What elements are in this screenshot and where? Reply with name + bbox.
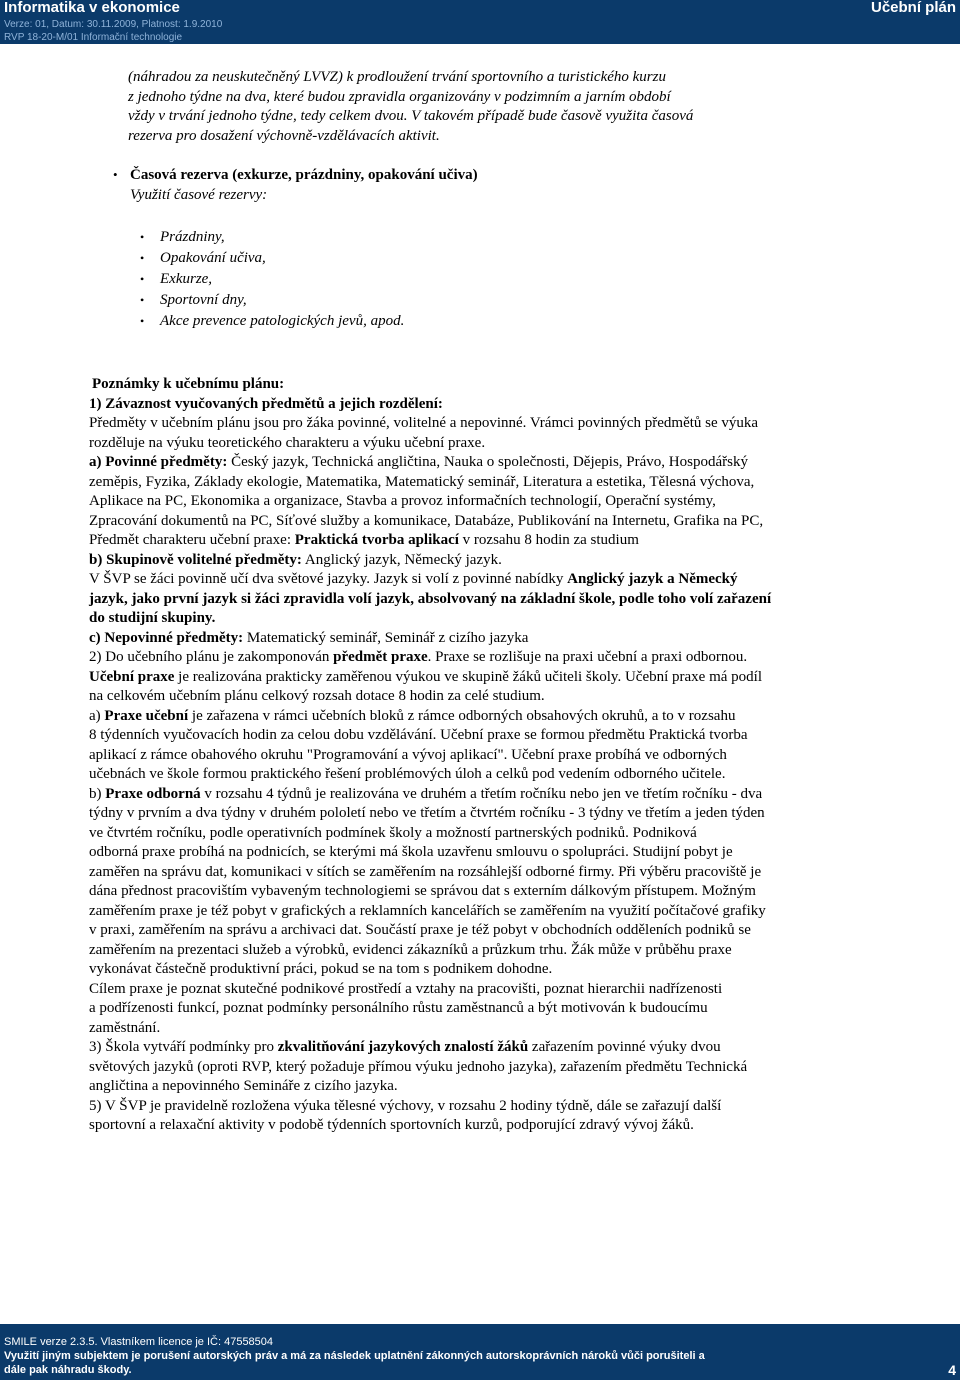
section-name: Učební plán [870, 0, 956, 16]
notes-title: Poznámky k učebnímu plánu: [92, 376, 285, 392]
text-line: zaměstnání. [89, 1019, 161, 1036]
text-line: angličtina a nepovinného Semináře z cizího jazyka. [89, 1078, 398, 1094]
list-item: • Exkurze, [160, 269, 404, 290]
text-line: Předměty v učebním plánu jsou pro žáka povinné, volitelné a nepovinné. Vrámci povinných předmětů se výuka [89, 415, 759, 431]
copyright-notice: Využití jiným subjektem je porušení autorských práv a má za následek uplatnění zákonných autorskoprávních nároků vůči porušiteli a [4, 1350, 705, 1362]
text-line: 2) Do učebního plánu je zakomponován předmět praxe. Praxe se rozlišuje na praxi učební a praxi odbornou. [89, 649, 748, 665]
section-1-title: 1) Závaznost vyučovaných předmětů a jejich rozdělení: [89, 395, 443, 412]
text-line: Zpracování dokumentů na PC, Síťové služby a komunikace, Databáze, Publikování na Internetu, Grafika na PC, [89, 512, 764, 529]
page-header [0, 0, 960, 44]
text-line: světových jazyků (oproti RVP, který požaduje přímou výuku jednoho jazyka), zařazením předmětu Technická [89, 1058, 748, 1075]
intro-line: z jednoho týdne na dva, které budou zpravidla organizovány v podzimním a jarním období [128, 88, 671, 105]
text-line: zaměřením na prezentaci služeb a výrobků, evidenci zákazníků a průzkum trhu. Žák může v průběhu praxe [89, 941, 732, 958]
page-number: 4 [948, 1362, 956, 1378]
text-line: a) Praxe učební je zařazena v rámci učebních bloků z rámce odborných obsahových okruhů, a to v rozsahu [89, 707, 736, 724]
text-line: b) Skupinově volitelné předměty: Anglický jazyk, Německý jazyk. [89, 551, 502, 568]
text-line: Učební praxe je realizována prakticky zaměřenou výukou ve skupině žáků učiteli školy. Učební praxe má podíl [89, 668, 762, 685]
time-reserve-heading: Časová rezerva (exkurze, prázdniny, opakování učiva) [130, 167, 478, 183]
version-info: Verze: 01, Datum: 30.11.2009, Platnost: 1.9.2010 [4, 19, 223, 30]
text-line: V ŠVP se žáci povinně učí dva světové jazyky. Jazyk si volí z povinné nabídky Anglický jazyk a Německý [89, 571, 738, 587]
text-line: odborná praxe probíhá na podnicích, se kterými má škola uzavřenu smlouvu o spolupráci. Studijní pobyt je [89, 844, 733, 860]
list-item: • Opakování učiva, [160, 248, 404, 269]
text-line: aplikací z rámce obahového okruhu "Programování a vývoj aplikací". Učební praxe probíhá ve odborných [89, 746, 727, 763]
text-line: a) Povinné předměty: Český jazyk, Technická angličtina, Nauka o společnosti, Dějepis, Právo, Hospodářský [89, 454, 748, 470]
elective-label: b) Skupinově volitelné předměty: [89, 551, 302, 568]
time-reserve-section [130, 166, 478, 205]
text-line: dána přednost pracovištím vybaveným technologiemi se správou dat s externím dálkovým přístupem. Možným [89, 883, 756, 899]
page-footer [0, 1324, 960, 1380]
optional-label: c) Nepovinné předměty: [89, 629, 244, 646]
curriculum-notes [89, 375, 959, 1136]
text-line: zaměřením praxe je též pobyt v grafických a reklamních kancelářích se zaměřením na využití počítačové grafiky [89, 902, 766, 919]
time-reserve-subheading: Využití časové rezervy: [130, 186, 268, 203]
text-line: učebnách ve škole formou praktického řešení problémových úloh a celků pod vedením odborného učitele. [89, 766, 726, 782]
copyright-notice-cont: dále pak náhradu škody. [4, 1364, 132, 1376]
text-line: na celkovém učebním plánu celkový rozsah dotace 8 hodin za celé studium. [89, 688, 545, 704]
text-line: sportovní a relaxační aktivity v podobě týdenních sportovních kurzů, podporující zdravý vývoj žáků. [89, 1117, 694, 1133]
text-line: c) Nepovinné předměty: Matematický seminář, Seminář z cizího jazyka [89, 629, 529, 646]
bullet-icon: • [113, 167, 118, 182]
intro-line: vždy v trvání jednoho týdne, tedy celkem dvou. V takovém případě bude časově využita časová [128, 108, 694, 124]
text-line: rozděluje na výuku teoretického charakteru a výuku učební praxe. [89, 434, 486, 451]
text-line: ve čtvrtém ročníku, podle operativních podmínek školy a možností partnerských podniků. Podniková [89, 824, 697, 841]
text-line: 8 týdenních vyučovacích hodin za celou dobu vzdělávání. Učební praxe se formou předmětu Praktická tvorba [89, 727, 748, 743]
text-line: v praxi, zaměřením na správu a archivaci dat. Součástí praxe je též pobyt v obchodních odděleních podniků se [89, 922, 751, 938]
intro-line: (náhradou za neuskutečněný LVVZ) k prodloužení trvání sportovního a turistického kurzu [128, 69, 666, 85]
text-line: Předmět charakteru učební praxe: Praktická tvorba aplikací v rozsahu 8 hodin za studium [89, 532, 639, 548]
intro-line: rezerva pro dosažení výchovně-vzdělávacích aktivit. [128, 127, 440, 144]
text-line: zaměřen na správu dat, komunikaci v sítích se zaměřením na rozsáhlejší odborné firmy. Při výběru pracoviště je [89, 863, 762, 880]
rvp-info: RVP 18-20-M/01 Informační technologie [4, 32, 183, 43]
text-line: do studijní skupiny. [89, 610, 216, 626]
text-line: vykonávat částečně produktivní práci, pokud se na tom s podnikem dohodne. [89, 961, 553, 977]
text-line: 5) V ŠVP je pravidelně rozložena výuka tělesné výchovy, v rozsahu 2 hodiny týdně, dále se zařazují další [89, 1097, 722, 1114]
text-line: b) Praxe odborná v rozsahu 4 týdnů je realizována ve druhém a třetím ročníku nebo jen ve třetím ročníku - dva [89, 785, 763, 802]
text-line: a podřízenosti funkcí, poznat podmínky personálního růstu zaměstnanců a být motivován k budoucímu [89, 1000, 708, 1016]
text-line: zeměpis, Fyzika, Základy ekologie, Matematika, Matematický seminář, Literatura a estetika, Tělesná výchova, [89, 473, 755, 490]
license-info: SMILE verze 2.3.5. Vlastníkem licence je IČ: 47558504 [4, 1336, 274, 1348]
document-title: Informatika v ekonomice [4, 0, 180, 16]
text-line: jazyk, jako první jazyk si žáci zpravidla volí jazyk, absolvovaný na základní škole, podle toho volí zařazení [89, 590, 772, 607]
compulsory-label: a) Povinné předměty: [89, 454, 228, 470]
list-item: • Akce prevence patologických jevů, apod. [160, 311, 404, 332]
intro-paragraph [128, 68, 693, 146]
text-line: 3) Škola vytváří podmínky pro zkvalitňování jazykových znalostí žáků zařazením povinné výuky dvou [89, 1039, 721, 1055]
text-line: Cílem praxe je poznat skutečné podnikové prostředí a vztahy na pracovišti, poznat hierarchii nadřízenosti [89, 980, 723, 997]
text-line: Aplikace na PC, Ekonomika a organizace, Stavba a provoz informačních technologií, Operační systémy, [89, 493, 716, 509]
list-item: • Sportovní dny, [160, 290, 404, 311]
list-item: • Prázdniny, [160, 227, 404, 248]
time-reserve-list [160, 227, 404, 332]
text-line: týdny v prvním a dva týdny v druhém pololetí nebo ve třetím a čtvrtém ročníku - 3 týdny ve třetím a jeden týden [89, 805, 765, 821]
